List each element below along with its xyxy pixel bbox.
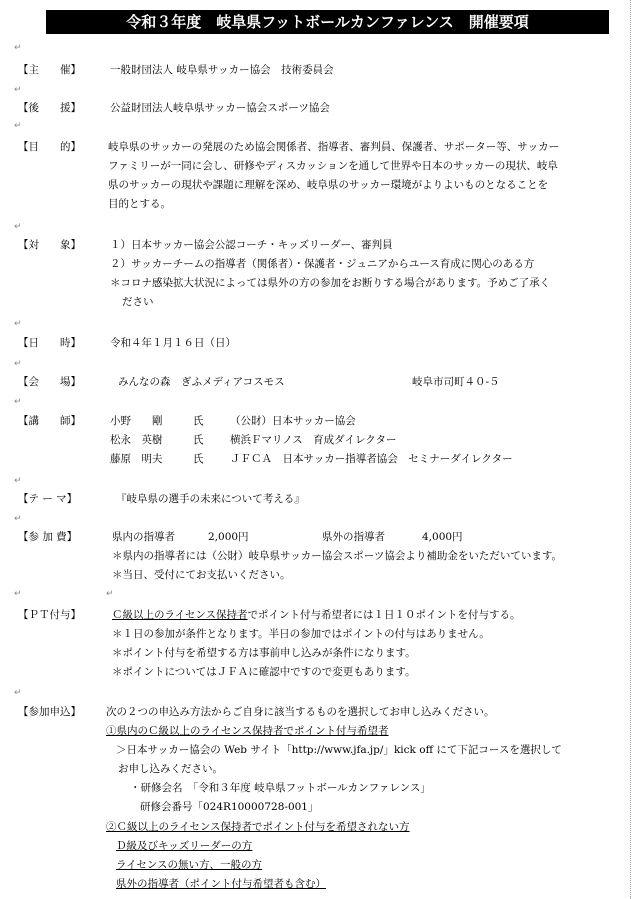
apply-option-2-item: Ｄ級及びキッズリーダーの方	[116, 840, 253, 852]
lecturer-affiliation: 横浜Ｆマリノス 育成ダイレクター	[230, 434, 397, 446]
fee-in-label: 県内の指導者	[112, 531, 175, 543]
sponsor-value: 公益財団法人岐阜県サッカー協会スポーツ協会	[110, 102, 330, 114]
venue-address: 岐阜市司町４０-５	[412, 376, 500, 388]
purpose-line: ファミリーが一同に会し、研修やディスカッションを通して世界や日本のサッカーの現状、岐阜	[108, 160, 558, 172]
lecturer-affiliation: ＪＦＣＡ 日本サッカー指導者協会 セミナーダイレクター	[230, 453, 513, 465]
organizer-value: 一般財団法人 岐阜県サッカー協会 技術委員会	[110, 64, 334, 76]
paragraph-mark-icon: ↵	[14, 589, 22, 599]
datetime-label: 【日 時】	[18, 337, 81, 349]
apply-intro: 次の２つの申込み方法からご自身に該当するものを選択してお申し込みください。	[106, 706, 495, 718]
lecturer-honorific: 氏	[193, 434, 204, 446]
sponsor-label: 【後 援】	[18, 102, 81, 114]
fee-label: 【参 加 費】	[18, 531, 78, 543]
pt-note: ＊ポイントについてはＪＦＡに確認中ですので変更もあります。	[112, 666, 416, 678]
apply-option-2-item: ライセンスの無い方、一般の方	[116, 859, 263, 871]
paragraph-mark-icon: ↵	[14, 319, 22, 329]
lecturer-honorific: 氏	[193, 453, 204, 465]
pt-note: ＊ポイント付与を希望する方は事前申し込みが条件になります。	[112, 647, 416, 659]
lecturer-affiliation: （公財）日本サッカー協会	[230, 415, 356, 427]
theme-label: 【テ ー マ】	[18, 493, 78, 505]
apply-label: 【参加申込】	[18, 706, 81, 718]
venue-label: 【会 場】	[18, 376, 81, 388]
purpose-label: 【目 的】	[18, 141, 81, 153]
purpose-line: 岐阜県のサッカーの発展のため協会関係者、指導者、審判員、保護者、サポーター等、サッカー	[108, 141, 560, 153]
paragraph-mark-icon: ↵	[14, 85, 22, 95]
right-margin-guide	[630, 0, 631, 899]
target-line: ださい	[122, 296, 154, 308]
organizer-label: 【主 催】	[18, 64, 81, 76]
paragraph-mark-icon: ↵	[14, 397, 22, 407]
paragraph-mark-icon: ↵	[14, 476, 22, 486]
paragraph-mark-icon: ↵	[14, 43, 22, 53]
lecturer-name: 小野 剛	[110, 415, 163, 427]
pt-note: ＊１日の参加が条件となります。半日の参加ではポイントの付与はありません。	[112, 628, 490, 640]
apply-option-2-item: 県外の指導者（ポイント付与希望者も含む）	[116, 878, 326, 890]
apply-option-1-instruction: ＞日本サッカー協会の Web サイト「http://www.jfa.jp/」kick off にて下記コースを選択して	[116, 744, 562, 756]
lecturer-name: 松永 英樹	[110, 434, 163, 446]
lecturer-honorific: 氏	[193, 415, 204, 427]
target-line: ２）サッカーチームの指導者（関係者）・保護者・ジュニアからユース育成に関心のある方	[110, 258, 535, 270]
fee-out-amount: 4,000円	[422, 531, 463, 543]
fee-note: ＊当日、受付にてお支払いください。	[112, 569, 291, 581]
datetime-value: 令和４年１月１６日（日）	[110, 337, 236, 349]
pt-line	[112, 608, 521, 622]
target-line: １）日本サッカー協会公認コーチ・キッズリーダー、審判員	[110, 239, 393, 251]
target-line: ＊コロナ感染拡大状況によっては県外の方の参加をお断りする場合があります。予めご了承く	[110, 277, 551, 289]
fee-out-label: 県外の指導者	[322, 531, 385, 543]
paragraph-mark-icon: ↵	[106, 589, 114, 599]
venue-name: みんなの森 ぎふメディアコスモス	[118, 376, 285, 388]
paragraph-mark-icon: ↵	[14, 688, 22, 698]
lecturers-label: 【講 師】	[18, 415, 81, 427]
apply-option-1: ①県内のＣ級以上のライセンス保持者でポイント付与希望者	[106, 725, 389, 737]
paragraph-mark-icon: ↵	[14, 222, 22, 232]
paragraph-mark-icon: ↵	[14, 121, 22, 131]
apply-option-1-instruction: お申し込みください。	[118, 763, 223, 775]
pt-underlined-text: Ｃ級以上のライセンス保持者	[112, 609, 248, 621]
fee-note: ＊県内の指導者には（公財）岐阜県サッカー協会スポーツ協会より補助金をいただいています。	[112, 550, 563, 562]
target-label: 【対 象】	[18, 239, 81, 251]
purpose-line: 目的とする。	[108, 198, 171, 210]
theme-value: 『岐阜県の選手の未来について考える』	[116, 493, 305, 505]
purpose-line: 県のサッカーの現状や課題に理解を深め、岐阜県のサッカー環境がよりよいものとなることを	[108, 179, 549, 191]
paragraph-mark-icon: ↵	[14, 359, 22, 369]
pt-label: 【ＰＴ付与】	[18, 609, 81, 621]
page-title: 令和３年度 岐阜県フットボールカンファレンス 開催要項	[46, 10, 609, 34]
pt-line-rest: でポイント付与希望者には１日１０ポイントを付与する。	[247, 609, 521, 621]
course-name: ・研修会名 「令和３年度 岐阜県フットボールカンファレンス」	[130, 782, 431, 794]
paragraph-mark-icon: ↵	[14, 514, 22, 524]
lecturer-name: 藤原 明夫	[110, 453, 163, 465]
apply-option-2: ②Ｃ級以上のライセンス保持者でポイント付与を希望されない方	[106, 821, 410, 833]
fee-in-amount: 2,000円	[208, 531, 249, 543]
course-number: 研修会番号「024R10000728-001」	[140, 801, 319, 813]
